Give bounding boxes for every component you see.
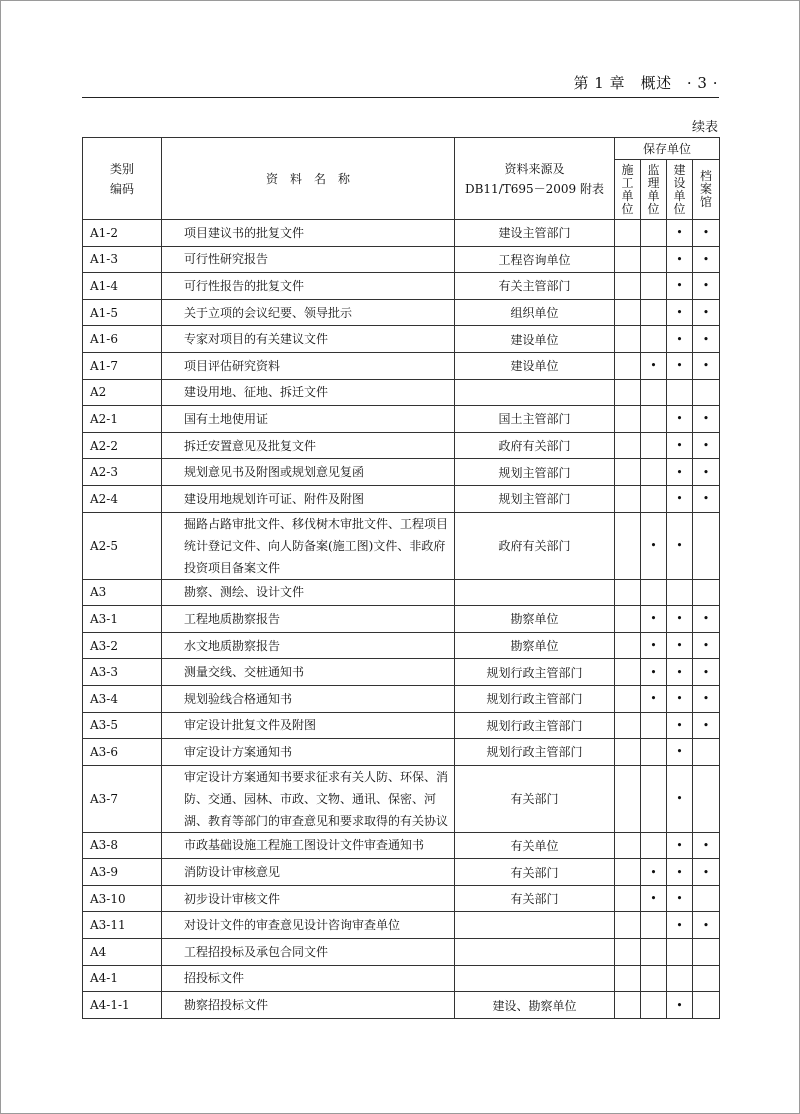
table-row (83, 859, 720, 886)
mark-owner-unit (667, 379, 693, 406)
row-name: 工程招投标及承包合同文件 (162, 939, 455, 966)
row-name: 审定设计方案通知书 (162, 739, 455, 766)
mark-supervision-unit (641, 432, 667, 459)
row-code: A4-1 (83, 965, 162, 992)
mark-supervision-unit (641, 220, 667, 247)
row-code: A4-1-1 (83, 992, 162, 1019)
row-name: 项目建议书的批复文件 (162, 220, 455, 247)
mark-owner-unit: • (667, 659, 693, 686)
row-code: A3-11 (83, 912, 162, 939)
table-row (83, 326, 720, 353)
mark-owner-unit (667, 965, 693, 992)
header-keep-units: 保存单位 (615, 138, 720, 160)
row-name: 工程地质勘察报告 (162, 606, 455, 633)
row-source: 有关部门 (455, 885, 615, 912)
mark-archives (693, 992, 720, 1019)
mark-supervision-unit (641, 246, 667, 273)
mark-owner-unit: • (667, 273, 693, 300)
row-name: 规划验线合格通知书 (162, 685, 455, 712)
mark-owner-unit: • (667, 885, 693, 912)
mark-archives: • (693, 459, 720, 486)
row-source: 建设主管部门 (455, 220, 615, 247)
table-row (83, 739, 720, 766)
row-name: 对设计文件的审查意见设计咨询审查单位 (162, 912, 455, 939)
mark-owner-unit: • (667, 485, 693, 512)
mark-archives: • (693, 912, 720, 939)
header-construction-unit: 施 工 单 位 (615, 160, 641, 220)
mark-owner-unit (667, 579, 693, 606)
table-row (83, 299, 720, 326)
table-row (83, 712, 720, 739)
row-code: A2-4 (83, 485, 162, 512)
mark-owner-unit: • (667, 406, 693, 433)
mark-construction-unit (615, 965, 641, 992)
table-row (83, 765, 720, 832)
row-source: 组织单位 (455, 299, 615, 326)
row-name: 初步设计审核文件 (162, 885, 455, 912)
mark-construction-unit (615, 939, 641, 966)
row-code: A2 (83, 379, 162, 406)
row-code: A3-4 (83, 685, 162, 712)
row-source: 规划行政主管部门 (455, 659, 615, 686)
row-name: 审定设计方案通知书要求征求有关人防、环保、消防、交通、园林、市政、文物、通讯、保密、河湖、教育等部门的审查意见和要求取得的有关协议 (162, 765, 455, 832)
mark-construction-unit (615, 459, 641, 486)
mark-archives: • (693, 220, 720, 247)
mark-owner-unit: • (667, 459, 693, 486)
row-name: 掘路占路审批文件、移伐树木审批文件、工程项目统计登记文件、向人防备案(施工图)文件、非政府投资项目备案文件 (162, 512, 455, 579)
mark-construction-unit (615, 885, 641, 912)
row-source: 政府有关部门 (455, 432, 615, 459)
mark-construction-unit (615, 632, 641, 659)
mark-owner-unit: • (667, 832, 693, 859)
mark-supervision-unit (641, 273, 667, 300)
row-source: 工程咨询单位 (455, 246, 615, 273)
row-name: 拆迁安置意见及批复文件 (162, 432, 455, 459)
mark-construction-unit (615, 765, 641, 832)
mark-archives: • (693, 432, 720, 459)
table-body (83, 220, 720, 1019)
row-source (455, 579, 615, 606)
mark-archives (693, 965, 720, 992)
mark-archives: • (693, 406, 720, 433)
row-name: 专家对项目的有关建议文件 (162, 326, 455, 353)
table-row (83, 406, 720, 433)
mark-archives: • (693, 832, 720, 859)
continued-label: 续表 (691, 120, 718, 135)
row-code: A1-4 (83, 273, 162, 300)
table-row (83, 912, 720, 939)
mark-supervision-unit (641, 965, 667, 992)
header-supervision-unit: 监 理 单 位 (641, 160, 667, 220)
row-code: A1-3 (83, 246, 162, 273)
table-row (83, 632, 720, 659)
mark-construction-unit (615, 579, 641, 606)
row-code: A3-5 (83, 712, 162, 739)
mark-owner-unit: • (667, 326, 693, 353)
table-row (83, 659, 720, 686)
mark-construction-unit (615, 832, 641, 859)
mark-supervision-unit (641, 739, 667, 766)
row-code: A1-5 (83, 299, 162, 326)
row-code: A2-5 (83, 512, 162, 579)
row-name: 水文地质勘察报告 (162, 632, 455, 659)
table-row (83, 246, 720, 273)
mark-owner-unit: • (667, 246, 693, 273)
mark-construction-unit (615, 273, 641, 300)
row-name: 消防设计审核意见 (162, 859, 455, 886)
mark-owner-unit: • (667, 606, 693, 633)
mark-supervision-unit: • (641, 885, 667, 912)
row-code: A1-7 (83, 352, 162, 379)
mark-construction-unit (615, 299, 641, 326)
row-code: A4 (83, 939, 162, 966)
row-code: A3-3 (83, 659, 162, 686)
mark-supervision-unit: • (641, 659, 667, 686)
mark-supervision-unit (641, 912, 667, 939)
mark-construction-unit (615, 352, 641, 379)
mark-supervision-unit: • (641, 352, 667, 379)
mark-owner-unit: • (667, 912, 693, 939)
mark-owner-unit: • (667, 352, 693, 379)
mark-archives: • (693, 712, 720, 739)
mark-owner-unit: • (667, 859, 693, 886)
mark-supervision-unit: • (641, 859, 667, 886)
mark-construction-unit (615, 406, 641, 433)
row-source: 有关部门 (455, 859, 615, 886)
table-row (83, 220, 720, 247)
table-row (83, 992, 720, 1019)
mark-construction-unit (615, 246, 641, 273)
mark-owner-unit: • (667, 685, 693, 712)
row-name: 关于立项的会议纪要、领导批示 (162, 299, 455, 326)
row-source: 勘察单位 (455, 632, 615, 659)
chapter-title: 第 1 章 概述 (573, 74, 672, 92)
row-code: A1-2 (83, 220, 162, 247)
table-row (83, 485, 720, 512)
mark-archives (693, 739, 720, 766)
row-code: A3-7 (83, 765, 162, 832)
table-row (83, 432, 720, 459)
row-code: A3-10 (83, 885, 162, 912)
table-row (83, 939, 720, 966)
table-row (83, 606, 720, 633)
row-name: 测量交线、交桩通知书 (162, 659, 455, 686)
row-name: 可行性报告的批复文件 (162, 273, 455, 300)
row-name: 勘察、测绘、设计文件 (162, 579, 455, 606)
header-archives: 档 案 馆 (693, 160, 720, 220)
mark-construction-unit (615, 485, 641, 512)
row-source: 规划主管部门 (455, 459, 615, 486)
row-code: A3-6 (83, 739, 162, 766)
mark-construction-unit (615, 739, 641, 766)
mark-supervision-unit (641, 379, 667, 406)
mark-owner-unit (667, 939, 693, 966)
mark-archives: • (693, 326, 720, 353)
mark-construction-unit (615, 659, 641, 686)
row-code: A3-9 (83, 859, 162, 886)
mark-owner-unit: • (667, 765, 693, 832)
header-row-1 (83, 138, 720, 160)
mark-construction-unit (615, 912, 641, 939)
table-row (83, 273, 720, 300)
mark-construction-unit (615, 432, 641, 459)
mark-construction-unit (615, 220, 641, 247)
mark-owner-unit: • (667, 432, 693, 459)
row-source (455, 379, 615, 406)
table-row (83, 512, 720, 579)
header-name: 资 料 名 称 (162, 138, 455, 220)
mark-owner-unit: • (667, 299, 693, 326)
row-code: A3-1 (83, 606, 162, 633)
row-source: 国土主管部门 (455, 406, 615, 433)
row-name: 审定设计批复文件及附图 (162, 712, 455, 739)
mark-supervision-unit (641, 459, 667, 486)
table-row (83, 352, 720, 379)
mark-archives: • (693, 659, 720, 686)
archive-table (82, 137, 720, 1019)
mark-supervision-unit (641, 939, 667, 966)
table-row (83, 832, 720, 859)
row-name: 建设用地、征地、拆迁文件 (162, 379, 455, 406)
mark-supervision-unit (641, 406, 667, 433)
page-number: · 3 · (686, 74, 718, 92)
row-name: 规划意见书及附图或规划意见复函 (162, 459, 455, 486)
mark-archives (693, 579, 720, 606)
mark-supervision-unit: • (641, 512, 667, 579)
row-source: 有关部门 (455, 765, 615, 832)
row-name: 项目评估研究资料 (162, 352, 455, 379)
row-source: 有关单位 (455, 832, 615, 859)
row-source: 规划主管部门 (455, 485, 615, 512)
mark-supervision-unit (641, 485, 667, 512)
mark-supervision-unit: • (641, 685, 667, 712)
mark-owner-unit: • (667, 512, 693, 579)
row-name: 招投标文件 (162, 965, 455, 992)
mark-archives: • (693, 352, 720, 379)
mark-construction-unit (615, 326, 641, 353)
table-row (83, 459, 720, 486)
table-row (83, 579, 720, 606)
mark-construction-unit (615, 685, 641, 712)
row-source: 建设、勘察单位 (455, 992, 615, 1019)
header-source: 资料来源及 DB11/T695－2009 附表 (455, 138, 615, 220)
mark-archives (693, 512, 720, 579)
row-code: A3-8 (83, 832, 162, 859)
mark-supervision-unit (641, 992, 667, 1019)
mark-construction-unit (615, 379, 641, 406)
mark-archives (693, 379, 720, 406)
mark-archives: • (693, 632, 720, 659)
mark-supervision-unit: • (641, 632, 667, 659)
row-source (455, 965, 615, 992)
mark-owner-unit: • (667, 712, 693, 739)
mark-supervision-unit (641, 765, 667, 832)
header-owner-unit: 建 设 单 位 (667, 160, 693, 220)
row-code: A1-6 (83, 326, 162, 353)
header-code: 类别 编码 (83, 138, 162, 220)
mark-archives: • (693, 299, 720, 326)
row-source: 规划行政主管部门 (455, 739, 615, 766)
mark-archives (693, 885, 720, 912)
row-name: 可行性研究报告 (162, 246, 455, 273)
row-source: 建设单位 (455, 326, 615, 353)
table-row (83, 379, 720, 406)
mark-supervision-unit (641, 832, 667, 859)
mark-construction-unit (615, 712, 641, 739)
mark-owner-unit: • (667, 992, 693, 1019)
header-rule (82, 97, 719, 98)
table-row (83, 685, 720, 712)
mark-construction-unit (615, 859, 641, 886)
mark-supervision-unit (641, 712, 667, 739)
row-code: A3 (83, 579, 162, 606)
mark-archives: • (693, 859, 720, 886)
mark-supervision-unit (641, 579, 667, 606)
mark-archives: • (693, 606, 720, 633)
row-name: 勘察招投标文件 (162, 992, 455, 1019)
mark-construction-unit (615, 512, 641, 579)
row-name: 国有土地使用证 (162, 406, 455, 433)
row-source (455, 939, 615, 966)
mark-supervision-unit (641, 299, 667, 326)
row-source: 政府有关部门 (455, 512, 615, 579)
row-source: 建设单位 (455, 352, 615, 379)
mark-supervision-unit (641, 326, 667, 353)
mark-archives: • (693, 685, 720, 712)
mark-owner-unit: • (667, 632, 693, 659)
mark-archives: • (693, 273, 720, 300)
table-row (83, 885, 720, 912)
mark-archives: • (693, 246, 720, 273)
row-code: A2-1 (83, 406, 162, 433)
row-code: A2-3 (83, 459, 162, 486)
mark-archives (693, 765, 720, 832)
row-source: 规划行政主管部门 (455, 685, 615, 712)
mark-supervision-unit: • (641, 606, 667, 633)
mark-archives (693, 939, 720, 966)
row-name: 市政基础设施工程施工图设计文件审查通知书 (162, 832, 455, 859)
row-source: 有关主管部门 (455, 273, 615, 300)
mark-owner-unit: • (667, 220, 693, 247)
row-name: 建设用地规划许可证、附件及附图 (162, 485, 455, 512)
row-code: A3-2 (83, 632, 162, 659)
row-source: 勘察单位 (455, 606, 615, 633)
row-code: A2-2 (83, 432, 162, 459)
mark-construction-unit (615, 606, 641, 633)
mark-owner-unit: • (667, 739, 693, 766)
mark-archives: • (693, 485, 720, 512)
row-source: 规划行政主管部门 (455, 712, 615, 739)
row-source (455, 912, 615, 939)
table-row (83, 965, 720, 992)
mark-construction-unit (615, 992, 641, 1019)
running-header (564, 72, 719, 93)
